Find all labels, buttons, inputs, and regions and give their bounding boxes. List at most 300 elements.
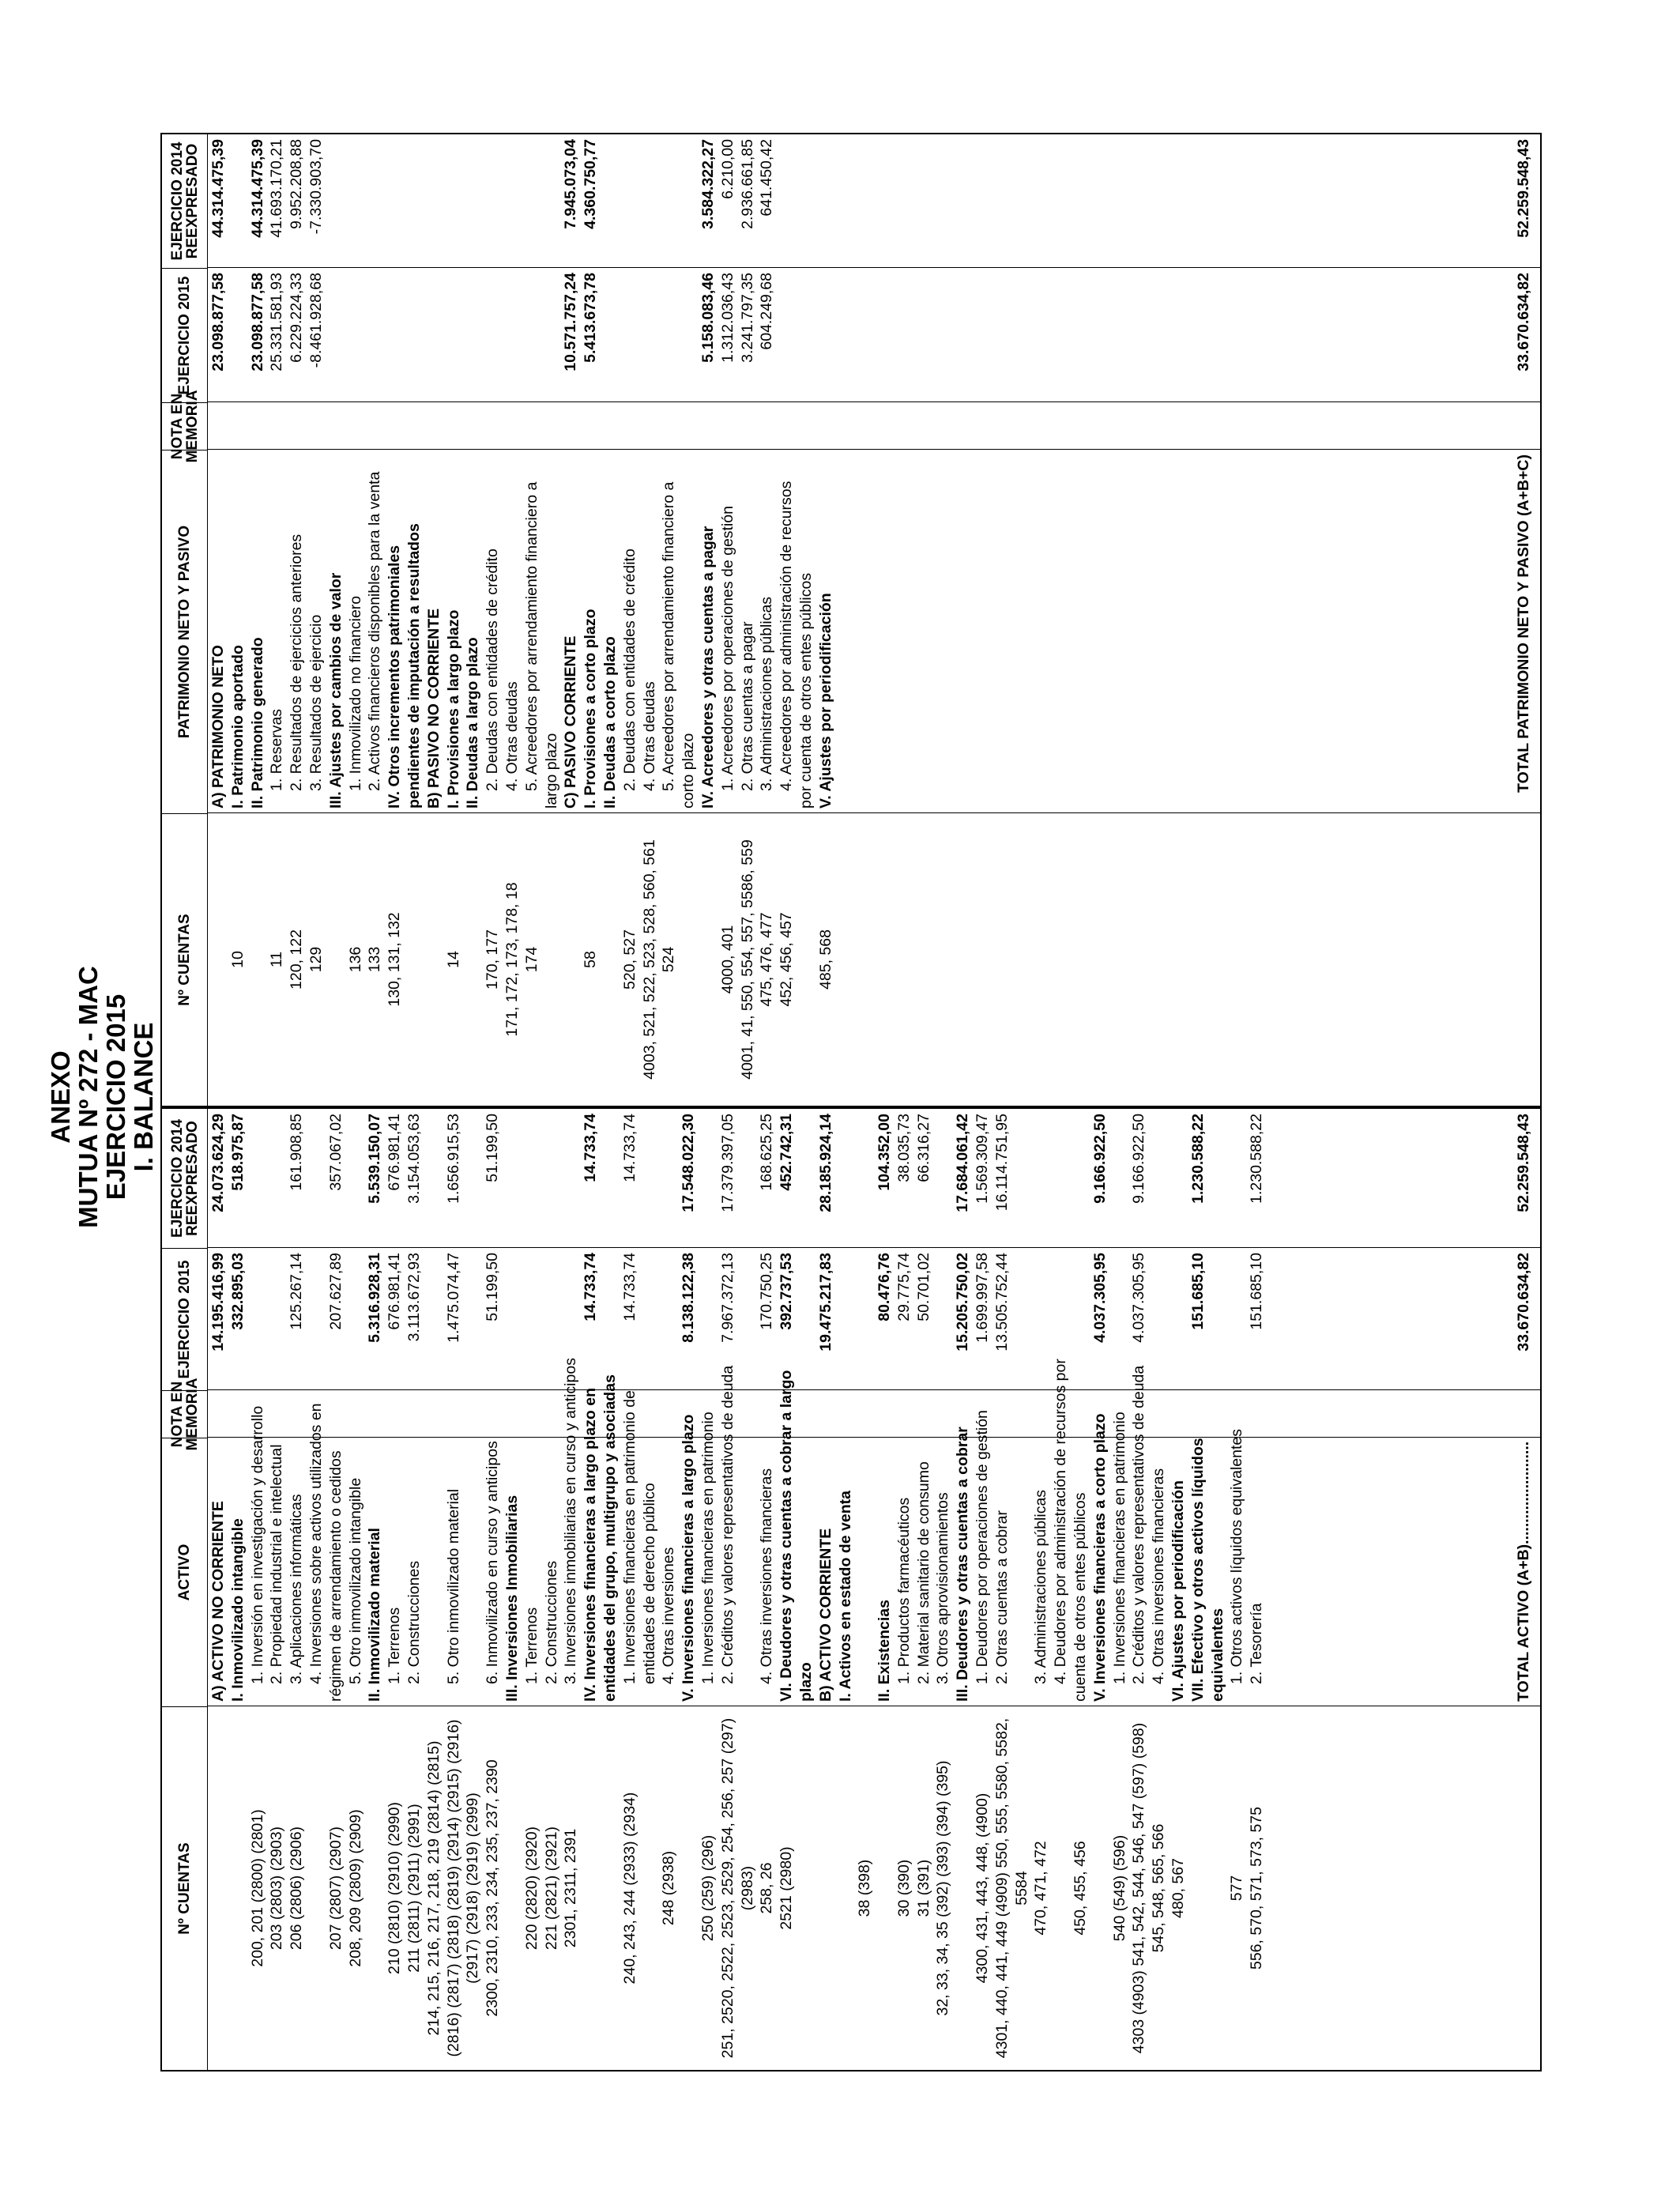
y2014-cell: 17.379.397,05 [718, 1114, 736, 1212]
table-row [620, 1109, 640, 2070]
asset-table [160, 1107, 1542, 2071]
table-row [699, 1109, 718, 2070]
label-cell: 3. Resultados de ejercicio [307, 614, 325, 791]
label-cell: 4. Otras deudas [503, 681, 521, 791]
table-row [659, 134, 679, 1106]
y2014-cell: 4.360.750,77 [582, 139, 600, 229]
label-cell: 2. Otras cuentas a cobrar [993, 1510, 1011, 1684]
label-cell: cuenta de otros entes públicos [1072, 1492, 1090, 1702]
y2015-cell: 6.229.224,33 [288, 273, 306, 363]
table-row [601, 1109, 620, 2070]
asset-header-note: NOTA EN MEMORIA [162, 1390, 207, 1438]
y2015-cell: 23.098.877,58 [209, 273, 227, 371]
accounts-cell: 545, 548, 565, 566 [1150, 1823, 1168, 1953]
table-row [601, 134, 620, 1106]
table-row [875, 1109, 895, 2070]
accounts-cell: 10 [228, 951, 247, 968]
label-cell: 3. Otros aprovisionamientos [934, 1492, 952, 1684]
y2015-cell: 14.195.416,99 [209, 1253, 227, 1351]
y2014-cell: 66.316,27 [914, 1114, 932, 1182]
accounts-cell: 2300, 2310, 233, 234, 235, 237, 2390 [484, 1759, 502, 2017]
y2014-cell: 3.584.322,27 [699, 139, 717, 229]
y2014-cell: 14.733,74 [582, 1114, 600, 1182]
y2015-cell: 8.138.122,38 [680, 1253, 698, 1343]
label-cell: largo plazo [542, 733, 560, 809]
y2014-cell: 17.548.022,30 [680, 1114, 698, 1212]
label-cell: 3. Administraciones públicas [1032, 1489, 1050, 1684]
table-row [699, 134, 718, 1106]
table-row [620, 134, 640, 1106]
y2015-cell: 50.701,02 [914, 1253, 932, 1321]
label-cell: I. Inmovilizado intangible [228, 1518, 247, 1702]
accounts-cell: 129 [307, 946, 325, 973]
label-cell: V. Ajustes por periodificación [816, 593, 834, 809]
label-cell: 2. Créditos y valores representativos de deuda [1130, 1365, 1148, 1684]
label-cell: VI. Deudores y otras cuentas a cobrar a largo [778, 1370, 796, 1702]
y2015-cell: 1.699.997,58 [974, 1253, 992, 1343]
label-cell: corto plazo [680, 733, 698, 809]
table-row [895, 1109, 914, 2070]
y2014-cell: 51.199,50 [484, 1114, 502, 1182]
label-cell: III. Deudores y otras cuentas a cobrar [954, 1427, 972, 1702]
table-row [424, 134, 444, 1106]
label-cell: IV. Otros incrementos patrimoniales [386, 545, 404, 809]
y2015-cell: 4.037.305,95 [1130, 1253, 1148, 1343]
table-row [209, 134, 228, 1106]
liability-header-accounts: Nº CUENTAS [162, 813, 207, 1106]
y2014-cell: 14.733,74 [620, 1114, 638, 1182]
table-row [581, 134, 601, 1106]
table-row [738, 134, 758, 1106]
y2014-cell: 641.450,42 [758, 139, 776, 217]
y2015-cell: 5.413.673,78 [582, 273, 600, 363]
accounts-cell: 30 (390) [895, 1859, 913, 1917]
y2015-cell: 14.733,74 [620, 1253, 638, 1321]
y2015-cell: 1.312.036,43 [718, 273, 736, 363]
asset-header-rule [207, 1109, 208, 2070]
label-cell: 3. Administraciones públicas [758, 596, 776, 791]
label-cell: 1. Otros activos líquidos equivalentes [1228, 1428, 1246, 1684]
table-row [581, 1109, 601, 2070]
table-row [287, 1109, 307, 2070]
y2014-cell: 161.908,85 [288, 1114, 306, 1191]
table-row [307, 134, 326, 1106]
table-row [326, 1109, 346, 2070]
accounts-cell: 208, 209 (2809) (2909) [346, 1809, 364, 1967]
table-row [346, 134, 366, 1106]
accounts-cell: 485, 568 [816, 929, 834, 990]
accounts-cell: 170, 177 [484, 929, 502, 990]
label-cell: IV. Acreedores y otras cuentas a pagar [699, 526, 717, 809]
y2014-cell: 24.073.624,29 [209, 1114, 227, 1212]
label-cell: plazo [797, 1662, 815, 1702]
label-cell: 5. Otro inmovilizado intangible [346, 1477, 364, 1684]
label-cell: 4. Otras inversiones financieras [1150, 1468, 1168, 1684]
y2015-cell: 604.249,68 [758, 273, 776, 350]
table-row [973, 1109, 993, 2070]
table-row [1208, 1109, 1228, 2070]
table-row [836, 1109, 856, 2070]
liability-header-y2014: EJERCICIO 2014 REEXPRESADO [168, 141, 201, 261]
table-row [405, 1109, 424, 2070]
table-row [483, 134, 503, 1106]
table-row [797, 134, 816, 1106]
label-cell: 3. Aplicaciones informáticas [288, 1494, 306, 1684]
asset-rows [209, 1109, 1267, 2070]
table-row [365, 1109, 385, 2070]
label-cell: VII. Efectivo y otros activos líquidos [1188, 1438, 1207, 1702]
table-row [1110, 1109, 1130, 2070]
accounts-cell: 14 [444, 951, 462, 968]
label-cell: I. Activos en estado de venta [836, 1491, 854, 1702]
accounts-cell: 2521 (2980) [778, 1846, 796, 1930]
y2015-cell: 23.098.877,58 [248, 273, 266, 371]
table-row [1129, 1109, 1149, 2070]
asset-header-label: ACTIVO [162, 1438, 207, 1706]
table-row [738, 1109, 758, 2070]
table-row [385, 1109, 405, 2070]
y2014-cell: 2.936.661,85 [738, 139, 756, 229]
table-row [522, 1109, 542, 2070]
label-cell: 1. Terrenos [522, 1607, 541, 1684]
accounts-cell: 450, 455, 456 [1072, 1841, 1090, 1936]
table-row [1247, 1109, 1267, 2070]
y2015-cell: 151.685,10 [1188, 1253, 1207, 1330]
accounts-cell: 171, 172, 173, 178, 18 [503, 882, 521, 1037]
y2014-cell: 1.230.588,22 [1248, 1114, 1266, 1204]
y2014-cell: 38.035,73 [895, 1114, 913, 1182]
accounts-cell: 31 (391) [914, 1859, 932, 1917]
table-row [209, 1109, 228, 2070]
y2014-cell: 1.569.309,47 [974, 1114, 992, 1204]
label-cell: 2. Construcciones [405, 1560, 423, 1684]
label-cell: 2. Deudas con entidades de crédito [484, 548, 502, 791]
table-row [718, 1109, 738, 2070]
accounts-cell: 133 [366, 946, 384, 973]
label-cell: III. Inversiones Inmobiliarias [503, 1495, 521, 1702]
table-row [287, 134, 307, 1106]
table-row [542, 134, 562, 1106]
table-row [1012, 1109, 1032, 2070]
label-cell: A) PATRIMONIO NETO [209, 645, 227, 809]
y2014-cell: 9.166.922,50 [1130, 1114, 1148, 1204]
label-cell: 1. Inversiones financieras en patrimonio de [620, 1390, 638, 1684]
label-cell: 4. Otras inversiones [660, 1547, 678, 1684]
y2014-cell: 16.114.751,95 [993, 1114, 1011, 1212]
table-row [326, 134, 346, 1106]
table-row [1188, 1109, 1208, 2070]
label-cell: V. Inversiones financieras a largo plazo [680, 1414, 698, 1702]
y2014-cell: -7.330.903,70 [307, 139, 325, 235]
accounts-cell: 207 (2807) (2907) [326, 1826, 345, 1951]
table-row [1031, 1109, 1051, 2070]
liability-table [160, 133, 1542, 1107]
y2014-cell: 44.314.475,39 [209, 139, 227, 238]
label-cell: II. Existencias [876, 1600, 894, 1702]
label-cell: C) PASIVO CORRIENTE [562, 635, 580, 809]
label-cell: entidades de derecho público [640, 1483, 658, 1684]
label-cell: 1. Reservas [268, 708, 286, 791]
accounts-cell: 452, 456, 457 [778, 912, 796, 1007]
label-cell: 1. Deudores por operaciones de gestión [974, 1410, 992, 1684]
label-cell: 4. Acreedores por administración de recursos [778, 481, 796, 791]
table-row [1051, 1109, 1071, 2070]
accounts-cell: 174 [522, 946, 541, 973]
label-cell: B) ACTIVO CORRIENTE [816, 1528, 834, 1702]
table-row [365, 134, 385, 1106]
label-cell: 2. Deudas con entidades de crédito [620, 548, 638, 791]
liability-header-note: NOTA EN MEMORIA [162, 402, 207, 450]
y2014-cell: 44.314.475,39 [248, 139, 266, 238]
label-cell: 4. Deudores por administración de recursos por [1052, 1359, 1070, 1684]
y2015-cell: 13.505.752,44 [993, 1253, 1011, 1351]
table-row [385, 134, 405, 1106]
total-y2015: 33.670.634,82 [1515, 1253, 1532, 1351]
table-row [463, 134, 483, 1106]
table-row [993, 1109, 1012, 2070]
table-row [659, 1109, 679, 2070]
label-cell: 5. Acreedores por arrendamiento financiero a [660, 481, 678, 791]
table-row [777, 134, 797, 1106]
accounts-cell: 475, 476, 477 [758, 912, 776, 1007]
label-cell: 5. Otro inmovilizado material [444, 1488, 462, 1684]
y2014-cell: 1.230.588,22 [1188, 1114, 1207, 1204]
asset-header-y2014: EJERCICIO 2014 REEXPRESADO [168, 1119, 201, 1238]
accounts-cell: 5584 [1012, 1871, 1030, 1906]
entity-title: MUTUA Nº 272 - MAC [73, 966, 103, 1228]
label-cell: equivalentes [1208, 1608, 1226, 1702]
label-cell: 1. Acreedores por operaciones de gestión [718, 506, 736, 791]
label-cell: II. Deudas a largo plazo [464, 637, 482, 809]
label-cell: 3. Inversiones inmobiliarias en curso y anticipos [562, 1358, 580, 1684]
label-cell: I. Provisiones a largo plazo [444, 609, 462, 809]
table-row [1169, 1109, 1188, 2070]
accounts-cell: 556, 570, 571, 573, 575 [1248, 1806, 1266, 1970]
table-row [757, 134, 777, 1106]
y2015-cell: 125.267,14 [288, 1253, 306, 1330]
accounts-cell: 250 (259) (296) [699, 1834, 717, 1942]
label-cell: I. Provisiones a corto plazo [582, 609, 600, 809]
y2015-cell: 19.475.217,83 [816, 1253, 834, 1351]
accounts-cell: 120, 122 [288, 929, 306, 990]
accounts-cell: 206 (2806) (2906) [288, 1826, 306, 1951]
accounts-cell: 251, 2520, 2522, 2523, 2529, 254, 256, 257 (297) [718, 1717, 736, 2059]
table-row [463, 1109, 483, 2070]
y2015-cell: 51.199,50 [484, 1253, 502, 1321]
accounts-cell: 220 (2820) (2920) [522, 1826, 541, 1951]
table-row [346, 1109, 366, 2070]
table-row [248, 1109, 268, 2070]
label-cell: 1. Terrenos [386, 1607, 404, 1684]
accounts-cell: 4303 (4903) 541, 542, 544, 546, 547 (597) (598) [1130, 1722, 1148, 2054]
accounts-cell: 470, 471, 472 [1032, 1841, 1050, 1936]
accounts-cell: 4300, 431, 443, 448, (4900) [974, 1793, 992, 1984]
label-cell: A) ACTIVO NO CORRIENTE [209, 1501, 227, 1702]
y2015-cell: 5.316.928,31 [366, 1253, 384, 1343]
accounts-cell: 214, 215, 216, 217, 218, 219 (2814) (2815) [424, 1740, 443, 2036]
y2014-cell: 518.975,87 [228, 1114, 247, 1191]
y2014-cell: 9.952.208,88 [288, 139, 306, 229]
accounts-cell: 2301, 2311, 2391 [562, 1828, 580, 1948]
accounts-cell: 32, 33, 34, 35 (392) (393) (394) (395) [934, 1760, 952, 2016]
label-cell: por cuenta de otros entes públicos [797, 572, 815, 809]
label-cell: 2. Créditos y valores representativos de deuda [718, 1365, 736, 1684]
accounts-cell: (2816) (2817) (2818) (2819) (2914) (2915) (2916) [444, 1719, 462, 2057]
label-cell: 1. Inmovilizado no financiero [346, 595, 364, 791]
table-row [444, 1109, 464, 2070]
liability-total-row [1512, 134, 1535, 1106]
liability-header-rule [207, 134, 208, 1106]
y2015-cell: 207.627,89 [326, 1253, 345, 1330]
label-cell: 1. Inversión en investigación y desarrollo [248, 1405, 266, 1684]
y2014-cell: 5.539.150,07 [366, 1114, 384, 1204]
table-row [503, 134, 522, 1106]
label-cell: II. Inmovilizado material [366, 1528, 384, 1702]
y2014-cell: 676.981,41 [386, 1114, 404, 1191]
total-label: TOTAL ACTIVO (A+B)........................ [1515, 1441, 1532, 1702]
table-row [1149, 1109, 1169, 2070]
table-row [640, 1109, 660, 2070]
y2014-cell: 6.210,00 [718, 139, 736, 199]
label-cell: 2. Otras cuentas a pagar [738, 621, 756, 791]
fiscal-year-title: EJERCICIO 2015 [101, 993, 130, 1201]
label-cell: régimen de arrendamiento o cedidos [326, 1450, 345, 1702]
label-cell: II. Deudas a corto plazo [601, 636, 619, 809]
accounts-cell: 221 (2821) (2921) [542, 1826, 560, 1951]
label-cell: 4. Inversiones sobre activos utilizados en [307, 1403, 325, 1684]
asset-header-y2015: EJERCICIO 2015 [162, 1248, 207, 1390]
y2014-cell: 104.352,00 [876, 1114, 894, 1191]
y2014-cell: 17.684.061,42 [954, 1114, 972, 1212]
table-row [914, 1109, 934, 2070]
total-y2014: 52.259.548,43 [1515, 1114, 1532, 1212]
accounts-cell: 520, 527 [620, 929, 638, 990]
table-row [561, 1109, 581, 2070]
label-cell: 2. Construcciones [542, 1560, 560, 1684]
y2014-cell: 7.945.073,04 [562, 139, 580, 229]
accounts-cell: (2983) [738, 1865, 756, 1911]
table-row [503, 1109, 522, 2070]
label-cell: III. Ajustes por cambios de valor [326, 572, 345, 809]
y2014-cell: 28.185.924,14 [816, 1114, 834, 1212]
label-cell: pendientes de imputación a resultados [405, 523, 423, 809]
asset-header-accounts: Nº CUENTAS [162, 1706, 207, 2070]
table-row [248, 134, 268, 1106]
table-row [816, 134, 836, 1106]
accounts-cell: 211 (2811) (2911) (2991) [405, 1804, 423, 1973]
accounts-cell: 210 (2810) (2910) (2990) [386, 1802, 404, 1974]
table-row [267, 1109, 287, 2070]
accounts-cell: (2917) (2918) (2919) (2999) [464, 1793, 482, 1984]
total-y2015: 33.670.634,82 [1515, 273, 1532, 371]
accounts-cell: 4003, 521, 522, 523, 528, 560, 561 [640, 839, 658, 1080]
label-cell: VI. Ajustes por periodificación [1170, 1480, 1188, 1702]
table-row [307, 1109, 326, 2070]
label-cell: IV. Inversiones financieras a largo plazo en [582, 1387, 600, 1702]
statement-title: I. BALANCE [129, 1022, 158, 1172]
y2014-cell: 41.693.170,21 [268, 139, 286, 238]
table-row [522, 134, 542, 1106]
label-cell: I. Patrimonio aportado [228, 645, 247, 809]
y2015-cell: 4.037.305,95 [1090, 1253, 1109, 1343]
y2015-cell: 80.476,76 [876, 1253, 894, 1321]
label-cell: 2. Material sanitario de consumo [914, 1461, 932, 1684]
accounts-cell: 240, 243, 244 (2933) (2934) [620, 1792, 638, 1985]
table-row [424, 1109, 444, 2070]
label-cell: 2. Activos financieros disponibles para la venta [366, 471, 384, 791]
accounts-cell: 258, 26 [758, 1862, 776, 1914]
y2015-cell: -8.461.928,68 [307, 273, 325, 368]
label-cell: B) PASIVO NO CORRIENTE [424, 608, 443, 809]
accounts-cell: 524 [660, 946, 678, 973]
table-row [483, 1109, 503, 2070]
label-cell: 6. Inmovilizado en curso y anticipos [484, 1441, 502, 1684]
table-row [679, 134, 699, 1106]
y2014-cell: 9.166.922,50 [1090, 1114, 1109, 1204]
y2015-cell: 392.737,53 [778, 1253, 796, 1330]
y2015-cell: 29.775,74 [895, 1253, 913, 1321]
liability-header-label: PATRIMONIO NETO Y PASIVO [162, 450, 207, 813]
label-cell: 5. Acreedores por arrendamiento financiero a [522, 481, 541, 791]
accounts-cell: 11 [268, 951, 286, 968]
table-row [953, 1109, 973, 2070]
table-row [228, 1109, 248, 2070]
label-cell: 4. Otras deudas [640, 681, 658, 791]
accounts-cell: 4001, 41, 550, 554, 557, 5586, 559 [738, 839, 756, 1080]
y2015-cell: 5.158.083,46 [699, 273, 717, 363]
y2015-cell: 332.895,03 [228, 1253, 247, 1330]
accounts-cell: 200, 201 (2800) (2801) [248, 1809, 266, 1967]
accounts-cell: 4301, 440, 441, 449 (4909) 550, 555, 5580, 5582, [993, 1717, 1011, 2059]
y2015-cell: 15.205.750,02 [954, 1253, 972, 1351]
table-row [542, 1109, 562, 2070]
table-row [267, 134, 287, 1106]
accounts-cell: 38 (398) [856, 1859, 874, 1917]
table-row [718, 134, 738, 1106]
table-row [1090, 1109, 1110, 2070]
label-cell: 1. Productos farmacéuticos [895, 1497, 913, 1684]
accounts-cell: 540 (549) (596) [1110, 1834, 1128, 1942]
label-cell: V. Inversiones financieras a corto plazo [1090, 1413, 1109, 1702]
accounts-cell: 577 [1228, 1875, 1246, 1902]
table-row [816, 1109, 836, 2070]
table-row [797, 1109, 816, 2070]
label-cell: 1. Inversiones financieras en patrimonio [1110, 1412, 1128, 1684]
y2015-cell: 7.967.372,13 [718, 1253, 736, 1343]
y2014-cell: 3.154.053,63 [405, 1114, 423, 1204]
table-row [561, 134, 581, 1106]
table-row [933, 1109, 953, 2070]
y2015-cell: 676.981,41 [386, 1253, 404, 1330]
y2015-cell: 25.331.581,93 [268, 273, 286, 371]
y2014-cell: 452.742,31 [778, 1114, 796, 1191]
y2014-cell: 168.625,25 [758, 1114, 776, 1191]
table-row [228, 134, 248, 1106]
table-row [777, 1109, 797, 2070]
accounts-cell: 203 (2803) (2903) [268, 1826, 286, 1951]
table-row [757, 1109, 777, 2070]
accounts-cell: 4000, 401 [718, 925, 736, 994]
y2015-cell: 151.685,10 [1248, 1253, 1266, 1330]
y2015-cell: 10.571.757,24 [562, 273, 580, 371]
accounts-cell: 248 (2938) [660, 1850, 678, 1926]
label-cell: 4. Otras inversiones financieras [758, 1468, 776, 1684]
y2014-cell: 357.067,02 [326, 1114, 345, 1191]
label-cell: entidades del grupo, multigrupo y asociadas [601, 1374, 619, 1702]
table-row [444, 134, 464, 1106]
label-cell: 1. Inversiones financieras en patrimonio [699, 1412, 717, 1684]
label-cell: II. Patrimonio generado [248, 637, 266, 809]
